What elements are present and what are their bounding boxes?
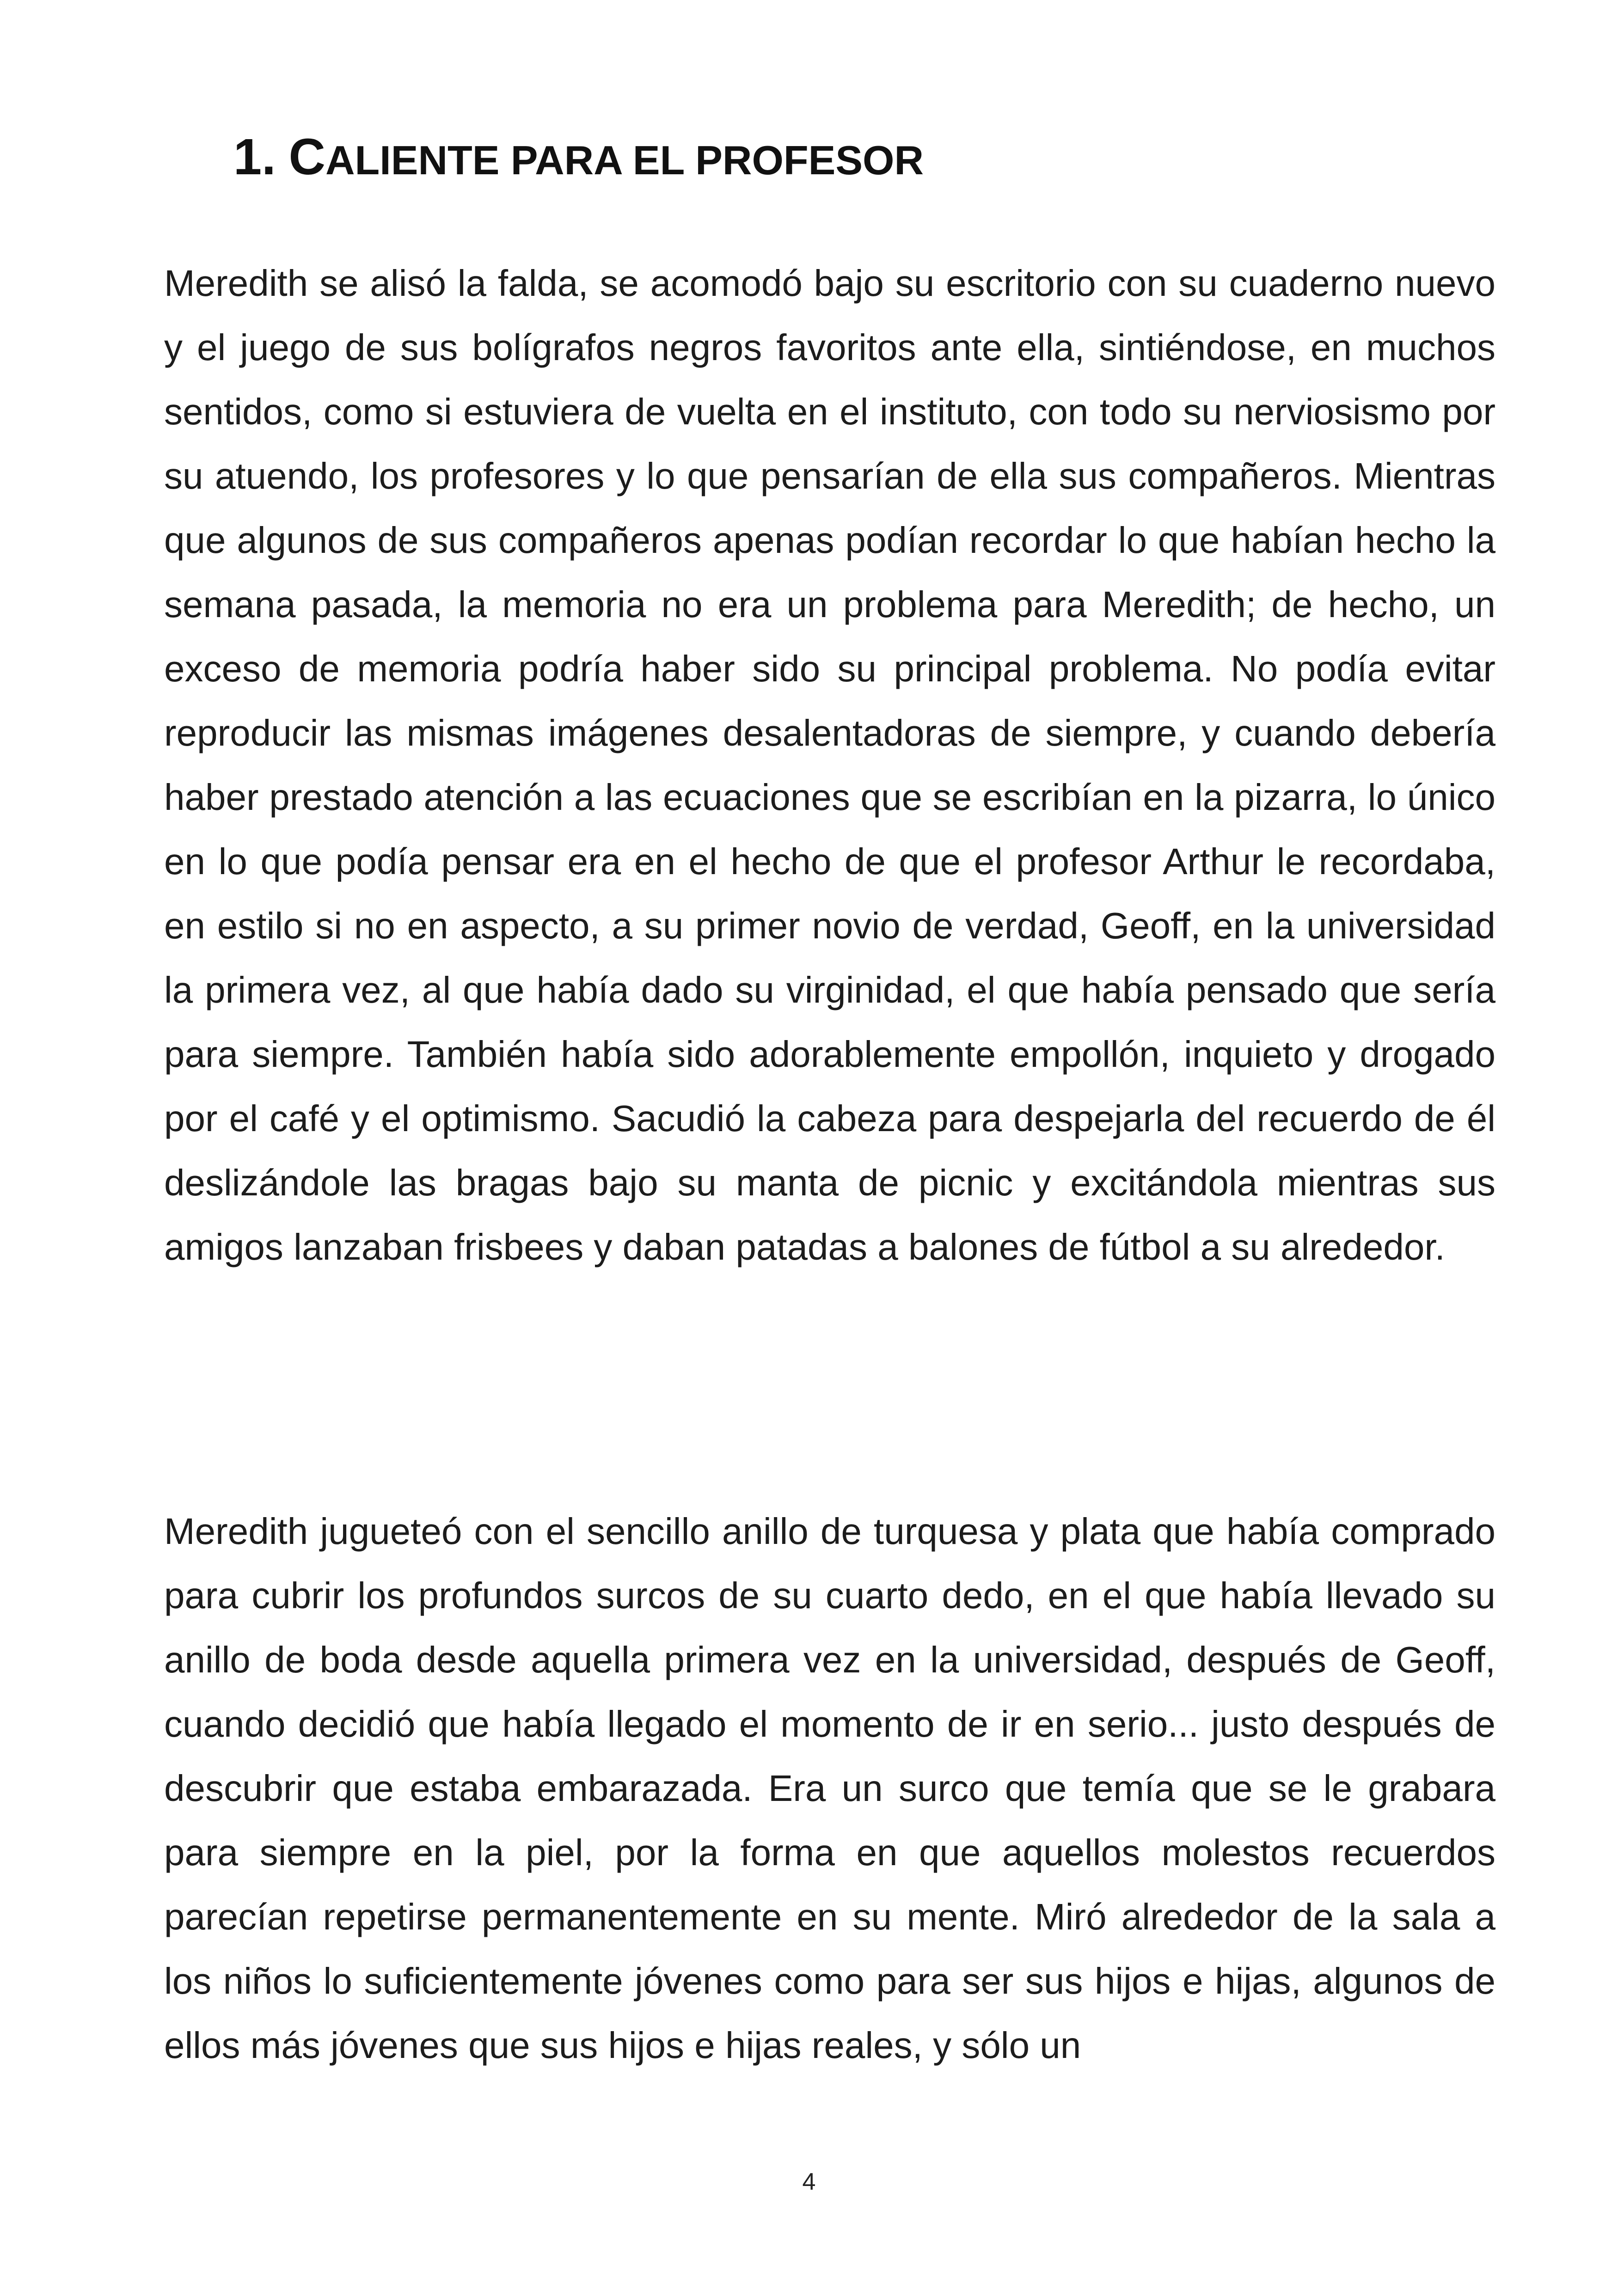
body-paragraph: Meredith jugueteó con el sencillo anillo de turquesa y plata que había comprado para cubrir los profundos surcos de su cuarto dedo, en el que había llevado su anillo de boda desde aquella primera vez en la universidad, después de Geoff, cuando decidió que había llegado el momento de ir en serio... justo después de descubrir que estaba embarazada. Era un surco que temía que se le grabara para siempre en la piel, por la forma en que aquellos molestos recuerdos parecían repetirse permanentemente en su mente. Miró alrededor de la sala a los niños lo suficientemente jóvenes como para ser sus hijos e hijas, algunos de ellos más jóvenes que sus hijos e hijas reales, y sólo un <box>164 1511 1495 2066</box>
chapter-number: 1. <box>233 129 276 185</box>
chapter-title-initial: C <box>288 129 325 185</box>
chapter-title-rest: ALIENTE PARA EL PROFESOR <box>325 137 924 183</box>
page-number: 4 <box>802 2168 816 2195</box>
chapter-title <box>233 125 924 193</box>
body-paragraph: Meredith se alisó la falda, se acomodó bajo su escritorio con su cuaderno nuevo y el juego de sus bolígrafos negros favoritos ante ella, sintiéndose, en muchos sentidos, como si estuviera de vuelta en el instituto, con todo su nerviosismo por su atuendo, los profesores y lo que pensarían de ella sus compañeros. Mientras que algunos de sus compañeros apenas podían recordar lo que habían hecho la semana pasada, la memoria no era un problema para Meredith; de hecho, un exceso de memoria podría haber sido su principal problema. No podía evitar reproducir las mismas imágenes desalentadoras de siempre, y cuando debería haber prestado atención a las ecuaciones que se escribían en la pizarra, lo único en lo que podía pensar era en el hecho de que el profesor Arthur le recordaba, en estilo si no en aspecto, a su primer novio de verdad, Geoff, en la universidad la primera vez, al que había dado su virginidad, el que había pensado que sería para siempre. También había sido adorablemente empollón, inquieto y drogado por el café y el optimismo. Sacudió la cabeza para despejarla del recuerdo de él deslizándole las bragas bajo su manta de picnic y excitándola mientras sus amigos lanzaban frisbees y daban patadas a balones de fútbol a su alrededor. <box>164 263 1495 1267</box>
